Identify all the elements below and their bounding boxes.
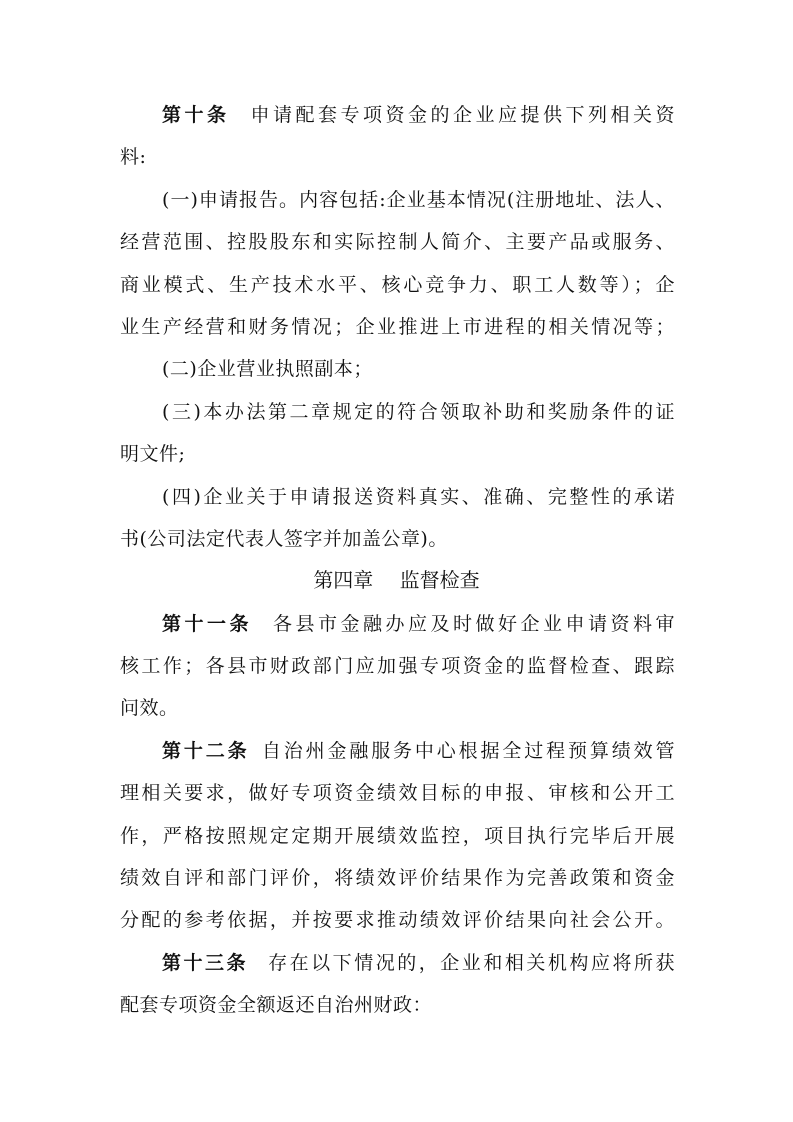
article-12-text: 自治州金融服务中心根据全过程预算绩效管 [259,740,675,762]
item-3-line-1: (三)本办法第二章规定的符合领取补助和奖励条件的证 [162,401,675,423]
article-13-text: 存在以下情况的，企业和相关机构应将所获 [266,952,675,974]
article-11-line-1 [162,612,675,636]
item-1-line-2: 经营范围、控股股东和实际控制人简介、主要产品或服务、 [120,231,675,253]
item-4-line-2: 书(公司法定代表人签字并加盖公章)。 [120,528,448,550]
article-12-line-2: 理相关要求，做好专项资金绩效目标的申报、审核和公开工 [120,782,675,804]
item-4-line-1: (四)企业关于申请报送资料真实、准确、完整性的承诺 [162,486,675,508]
chapter-4-heading: 第四章 监督检查 [313,568,480,592]
article-12-line-3: 作，严格按照规定定期开展绩效监控，项目执行完毕后开展 [120,825,675,847]
item-2-line-1: (二)企业营业执照副本； [162,358,373,380]
article-11-line-3: 问效。 [120,697,179,719]
article-10-line-2: 料: [120,146,147,168]
article-10-label: 第十条 [162,104,230,126]
article-13-line-2: 配套专项资金全额返还自治州财政： [120,994,433,1016]
item-1-line-4: 业生产经营和财务情况；企业推进上市进程的相关情况等； [120,316,675,338]
article-12-label: 第十二条 [162,740,250,762]
item-3-line-2: 明文件; [120,443,186,465]
article-10-line-1 [162,103,675,127]
item-1-line-1: (一)申请报告。内容包括:企业基本情况(注册地址、法人、 [162,189,675,211]
article-13-label: 第十三条 [162,952,249,974]
article-12-line-1 [162,739,675,763]
article-11-text: 各县市金融办应及时做好企业申请资料审 [270,613,675,635]
item-1-line-3: 商业模式、生产技术水平、核心竞争力、职工人数等）；企 [120,274,675,296]
article-12-line-5: 分配的参考依据，并按要求推动绩效评价结果向社会公开。 [120,909,675,931]
article-13-line-1 [162,951,675,975]
article-11-line-2: 核工作；各县市财政部门应加强专项资金的监督检查、跟踪 [120,655,675,677]
article-10-text: 申请配套专项资金的企业应提供下列相关资 [247,104,675,126]
article-11-label: 第十一条 [162,613,252,635]
article-12-line-4: 绩效自评和部门评价，将绩效评价结果作为完善政策和资金 [120,867,675,889]
